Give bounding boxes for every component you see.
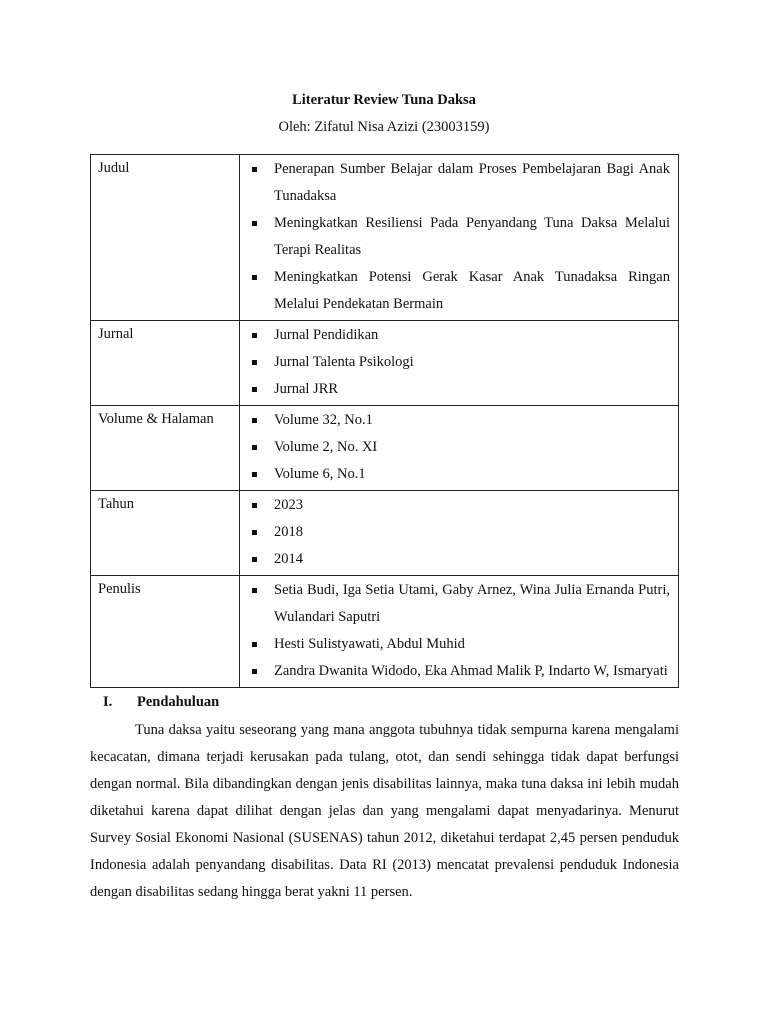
list-item: Meningkatkan Potensi Gerak Kasar Anak Tunadaksa Ringan Melalui Pendekatan Bermain xyxy=(250,264,670,318)
list-item: Jurnal JRR xyxy=(250,376,670,403)
list-item: Jurnal Pendidikan xyxy=(250,322,670,349)
list-item: Volume 6, No.1 xyxy=(250,461,670,488)
review-table xyxy=(90,154,679,688)
row-content xyxy=(240,321,679,406)
row-label: Penulis xyxy=(91,576,240,688)
row-label: Volume & Halaman xyxy=(91,406,240,491)
row-content xyxy=(240,576,679,688)
list-item: Zandra Dwanita Widodo, Eka Ahmad Malik P, Indarto W, Ismaryati xyxy=(250,658,670,685)
section-title: Pendahuluan xyxy=(137,694,220,710)
list-item: Hesti Sulistyawati, Abdul Muhid xyxy=(250,631,670,658)
list-item: Penerapan Sumber Belajar dalam Proses Pembelajaran Bagi Anak Tunadaksa xyxy=(250,156,670,210)
row-content xyxy=(240,491,679,576)
row-label: Tahun xyxy=(91,491,240,576)
bullet-list xyxy=(250,322,670,403)
bullet-list xyxy=(250,407,670,488)
bullet-list xyxy=(250,156,670,318)
row-content xyxy=(240,155,679,321)
table-row-judul xyxy=(91,155,679,321)
row-label: Jurnal xyxy=(91,321,240,406)
section-heading xyxy=(103,694,219,711)
list-item: 2014 xyxy=(250,546,670,573)
section-number: I. xyxy=(103,694,113,710)
table-row-tahun xyxy=(91,491,679,576)
body-paragraph: Tuna daksa yaitu seseorang yang mana anggota tubuhnya tidak sempurna karena mengalami kecacatan, dimana terjadi kerusakan pada tulang, otot, dan sendi sehingga tidak dapat berfungsi dengan normal. Bila dibandingkan dengan jenis disabilitas lainnya, maka tuna daksa ini lebih mudah diketahui karena dapat dilihat dengan jelas dan yang mengalami dapat menyadarinya. Menurut Survey Sosial Ekonomi Nasional (SUSENAS) tahun 2012, diketahui terdapat 2,45 persen penduduk Indonesia adalah penyandang disabilitas. Data RI (2013) mencatat prevalensi penduduk Indonesia dengan disabilitas sedang hingga berat yakni 11 persen. xyxy=(90,722,679,900)
list-item: Meningkatkan Resiliensi Pada Penyandang Tuna Daksa Melalui Terapi Realitas xyxy=(250,210,670,264)
bullet-list xyxy=(250,577,670,685)
document-author: Oleh: Zifatul Nisa Azizi (23003159) xyxy=(278,119,490,135)
list-item: Jurnal Talenta Psikologi xyxy=(250,349,670,376)
list-item: Volume 2, No. XI xyxy=(250,434,670,461)
list-item: Setia Budi, Iga Setia Utami, Gaby Arnez, Wina Julia Ernanda Putri, Wulandari Saputri xyxy=(250,577,670,631)
table-row-jurnal xyxy=(91,321,679,406)
row-label: Judul xyxy=(91,155,240,321)
list-item: 2023 xyxy=(250,492,670,519)
row-content xyxy=(240,406,679,491)
table-row-penulis xyxy=(91,576,679,688)
document-title: Literatur Review Tuna Daksa xyxy=(292,92,476,108)
list-item: Volume 32, No.1 xyxy=(250,407,670,434)
table-row-volume xyxy=(91,406,679,491)
bullet-list xyxy=(250,492,670,573)
list-item: 2018 xyxy=(250,519,670,546)
